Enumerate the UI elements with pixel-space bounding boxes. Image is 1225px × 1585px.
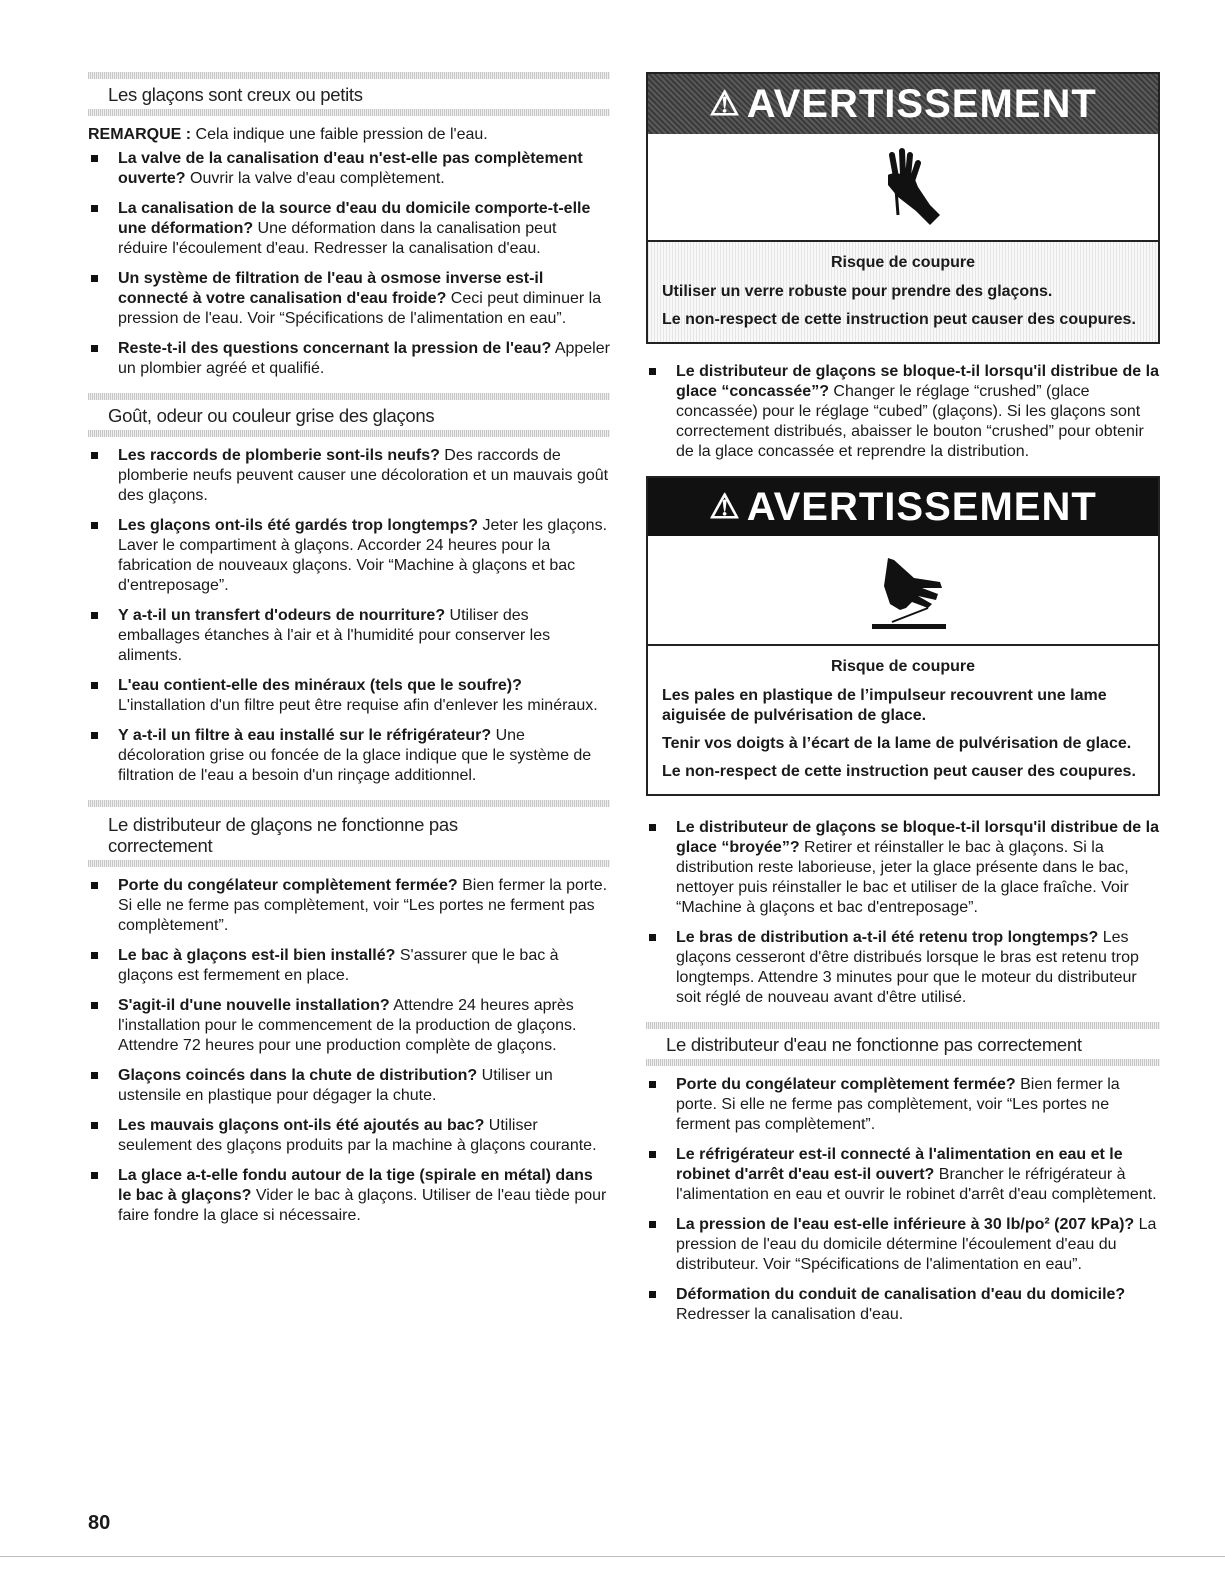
bullet-icon bbox=[91, 1072, 98, 1079]
cut-hand-icon bbox=[858, 145, 948, 229]
item-question: Le bac à glaçons est-il bien installé? bbox=[118, 947, 396, 964]
warning-text bbox=[648, 242, 1158, 342]
item-question: Un système de filtration de l'eau à osmose inverse est-il connecté à votre canalisation d'eau froide? bbox=[118, 270, 544, 307]
item-answer: L'installation d'un filtre peut être requise afin d'enlever les minéraux. bbox=[118, 697, 598, 714]
bullet-icon bbox=[91, 1122, 98, 1129]
list-item bbox=[646, 1215, 1160, 1275]
item-answer: Redresser la canalisation d'eau. bbox=[676, 1306, 904, 1323]
item-question: Déformation du conduit de canalisation d'eau du domicile? bbox=[676, 1286, 1126, 1303]
list-taste-odor bbox=[88, 446, 610, 786]
item-question: Les glaçons ont-ils été gardés trop longtemps? bbox=[118, 517, 479, 534]
list-item bbox=[88, 676, 610, 716]
warning-box-glass bbox=[646, 72, 1160, 344]
list-dispenser-issues bbox=[646, 818, 1160, 1008]
warning-pictogram bbox=[648, 536, 1158, 646]
item-question: Reste-t-il des questions concernant la pression de l'eau? bbox=[118, 340, 552, 357]
item-question: Le distributeur de glaçons se bloque-t-il lorsqu'il distribue de la glace “concassée”? bbox=[676, 363, 1159, 400]
item-question: Le distributeur de glaçons se bloque-t-il lorsqu'il distribue de la glace “broyée”? bbox=[676, 819, 1159, 856]
bullet-icon bbox=[649, 368, 656, 375]
item-question: La pression de l'eau est-elle inférieure à 30 lb/po² (207 kPa)? bbox=[676, 1216, 1135, 1233]
section-heading-hollow-ice: Les glaçons sont creux ou petits bbox=[88, 72, 610, 113]
list-item bbox=[88, 876, 610, 936]
list-item bbox=[88, 269, 610, 329]
list-item bbox=[646, 1145, 1160, 1205]
item-answer: Une déformation dans la canalisation peut réduire l'écoulement d'eau. Redresser la canalisation d'eau. bbox=[118, 220, 557, 257]
item-question: La glace a-t-elle fondu autour de la tige (spirale en métal) dans le bac à glaçons? bbox=[118, 1167, 593, 1204]
item-answer: Utiliser seulement des glaçons produits par la machine à glaçons courante. bbox=[118, 1117, 597, 1154]
bullet-icon bbox=[91, 522, 98, 529]
bullet-icon bbox=[649, 934, 656, 941]
item-question: Les raccords de plomberie sont-ils neufs? bbox=[118, 447, 440, 464]
item-answer: Attendre 24 heures après l'installation pour le commencement de la production de glaçons. Attendre 72 heures pour une production complète de glaçons. bbox=[118, 997, 577, 1054]
list-item bbox=[88, 946, 610, 986]
warning-triangle-icon: ⚠ bbox=[709, 488, 741, 526]
list-item bbox=[88, 606, 610, 666]
left-column bbox=[88, 72, 610, 1240]
bullet-icon bbox=[91, 345, 98, 352]
item-answer: Brancher le réfrigérateur à l'alimentation en eau et ouvrir le robinet d'arrêt d'eau complètement. bbox=[676, 1166, 1157, 1203]
page-number: 80 bbox=[88, 1512, 111, 1534]
item-question: Le réfrigérateur est-il connecté à l'alimentation en eau et le robinet d'arrêt d'eau est-il ouvert? bbox=[676, 1146, 1123, 1183]
list-hollow-ice bbox=[88, 149, 610, 379]
list-item bbox=[646, 362, 1160, 462]
warning-title bbox=[648, 74, 1158, 134]
bullet-icon bbox=[91, 732, 98, 739]
warning-risk: Risque de coupure bbox=[830, 254, 976, 271]
right-column bbox=[646, 72, 1160, 1339]
warning-title-text: AVERTISSEMENT bbox=[746, 484, 1097, 529]
item-question: Y a-t-il un filtre à eau installé sur le réfrigérateur? bbox=[118, 727, 492, 744]
warning-text bbox=[648, 646, 1158, 794]
item-answer: S'assurer que le bac à glaçons est fermement en place. bbox=[118, 947, 559, 984]
list-item bbox=[88, 1066, 610, 1106]
list-item bbox=[646, 1075, 1160, 1135]
bullet-icon bbox=[649, 1291, 656, 1298]
list-item bbox=[88, 996, 610, 1056]
note bbox=[88, 125, 610, 145]
list-item bbox=[88, 516, 610, 596]
item-answer: Appeler un plombier agréé et qualifié. bbox=[118, 340, 610, 377]
bullet-icon bbox=[91, 452, 98, 459]
item-question: L'eau contient-elle des minéraux (tels que le soufre)? bbox=[118, 677, 522, 694]
item-question: Y a-t-il un transfert d'odeurs de nourriture? bbox=[118, 607, 446, 624]
warning-risk: Risque de coupure bbox=[830, 658, 976, 675]
warning-title-text: AVERTISSEMENT bbox=[746, 81, 1097, 126]
warning-line: Tenir vos doigts à l’écart de la lame de pulvérisation de glace. bbox=[662, 735, 1132, 752]
list-item bbox=[88, 446, 610, 506]
item-answer: Les glaçons cesseront d'être distribués lorsque le bras est retenu trop longtemps. Attendre 3 minutes pour que le moteur du distributeur soit réglé de nouveau avant d'être utilisé. bbox=[676, 929, 1139, 1006]
warning-line: Le non-respect de cette instruction peut causer des coupures. bbox=[662, 763, 1136, 780]
item-question: Porte du congélateur complètement fermée? bbox=[676, 1076, 1016, 1093]
list-item bbox=[88, 149, 610, 189]
bullet-icon bbox=[649, 824, 656, 831]
list-item bbox=[88, 199, 610, 259]
item-answer: Ceci peut diminuer la pression de l'eau. Voir “Spécifications de l'alimentation en eau”. bbox=[118, 290, 602, 327]
note-label: REMARQUE : bbox=[88, 126, 192, 143]
list-crushed-ice bbox=[646, 362, 1160, 462]
bottom-rule bbox=[0, 1556, 1225, 1557]
item-answer: Des raccords de plomberie neufs peuvent causer une décoloration et un mauvais goût des glaçons. bbox=[118, 447, 609, 504]
blade-hand-icon bbox=[848, 548, 958, 632]
bullet-icon bbox=[91, 1002, 98, 1009]
bullet-icon bbox=[91, 1172, 98, 1179]
note-text: Cela indique une faible pression de l'eau. bbox=[191, 126, 488, 143]
warning-box-blade bbox=[646, 476, 1160, 796]
warning-line: Le non-respect de cette instruction peut causer des coupures. bbox=[662, 311, 1136, 328]
section-heading-taste-odor: Goût, odeur ou couleur grise des glaçons bbox=[88, 393, 610, 434]
item-answer: Jeter les glaçons. Laver le compartiment à glaçons. Accorder 24 heures pour la fabrication de nouveaux glaçons. Voir “Machine à glaçons et bac d'entreposage”. bbox=[118, 517, 608, 594]
item-answer: Utiliser des emballages étanches à l'air et à l'humidité pour conserver les aliments. bbox=[118, 607, 551, 664]
item-answer: Ouvrir la valve d'eau complètement. bbox=[185, 170, 445, 187]
section-heading-ice-dispenser bbox=[88, 800, 610, 864]
item-answer: Bien fermer la porte. Si elle ne ferme pas complètement, voir “Les portes ne ferment pas complètement”. bbox=[118, 877, 608, 934]
item-question: Les mauvais glaçons ont-ils été ajoutés au bac? bbox=[118, 1117, 485, 1134]
item-answer: La pression de l'eau du domicile détermine l'écoulement d'eau du distributeur. Voir “Spécifications de l'alimentation en eau”. bbox=[676, 1216, 1157, 1273]
item-answer: Retirer et réinstaller le bac à glaçons. Si la distribution reste laborieuse, jeter la glace présente dans le bac, nettoyer puis réinstaller le bac et utiliser de la glace fraîche. Voir “Machine à glaçons et bac d'entreposage”. bbox=[676, 839, 1129, 916]
item-question: Glaçons coincés dans la chute de distribution? bbox=[118, 1067, 478, 1084]
list-item bbox=[646, 928, 1160, 1008]
bullet-icon bbox=[91, 612, 98, 619]
list-item bbox=[88, 339, 610, 379]
bullet-icon bbox=[649, 1151, 656, 1158]
warning-title bbox=[648, 478, 1158, 536]
bullet-icon bbox=[91, 155, 98, 162]
bullet-icon bbox=[91, 882, 98, 889]
warning-line: Utiliser un verre robuste pour prendre des glaçons. bbox=[662, 283, 1053, 300]
list-item bbox=[646, 1285, 1160, 1325]
heading-line-2: correctement bbox=[108, 835, 213, 856]
item-answer: Changer le réglage “crushed” (glace concassée) pour le réglage “cubed” (glaçons). Si les glaçons sont correctement distribués, abaisser le bouton “crushed” pour obtenir de la glace concassée et reprendre la distribution. bbox=[676, 383, 1144, 460]
list-ice-dispenser bbox=[88, 876, 610, 1226]
bullet-icon bbox=[649, 1221, 656, 1228]
warning-triangle-icon: ⚠ bbox=[709, 85, 741, 123]
bullet-icon bbox=[91, 275, 98, 282]
bullet-icon bbox=[91, 952, 98, 959]
list-water-dispenser bbox=[646, 1075, 1160, 1325]
list-item bbox=[646, 818, 1160, 918]
list-item bbox=[88, 726, 610, 786]
warning-line: Les pales en plastique de l’impulseur recouvrent une lame aiguisée de pulvérisation de glace. bbox=[662, 687, 1107, 724]
item-question: Porte du congélateur complètement fermée? bbox=[118, 877, 458, 894]
bullet-icon bbox=[91, 205, 98, 212]
item-question: S'agit-il d'une nouvelle installation? bbox=[118, 997, 390, 1014]
heading-line-1: Le distributeur de glaçons ne fonctionne pas bbox=[108, 814, 458, 835]
item-answer: Utiliser un ustensile en plastique pour dégager la chute. bbox=[118, 1067, 553, 1104]
warning-pictogram bbox=[648, 134, 1158, 242]
item-question: La valve de la canalisation d'eau n'est-elle pas complètement ouverte? bbox=[118, 150, 583, 187]
section-heading-water-dispenser: Le distributeur d'eau ne fonctionne pas correctement bbox=[646, 1022, 1160, 1063]
item-question: Le bras de distribution a-t-il été retenu trop longtemps? bbox=[676, 929, 1099, 946]
bullet-icon bbox=[91, 682, 98, 689]
item-question: La canalisation de la source d'eau du domicile comporte-t-elle une déformation? bbox=[118, 200, 591, 237]
list-item bbox=[88, 1116, 610, 1156]
list-item bbox=[88, 1166, 610, 1226]
item-answer: Une décoloration grise ou foncée de la glace indique que le système de filtration de l'eau a besoin d'un rinçage additionnel. bbox=[118, 727, 592, 784]
bullet-icon bbox=[649, 1081, 656, 1088]
item-answer: Bien fermer la porte. Si elle ne ferme pas complètement, voir “Les portes ne ferment pas complètement”. bbox=[676, 1076, 1120, 1133]
item-answer: Vider le bac à glaçons. Utiliser de l'eau tiède pour faire fondre la glace si nécessaire. bbox=[118, 1187, 607, 1224]
